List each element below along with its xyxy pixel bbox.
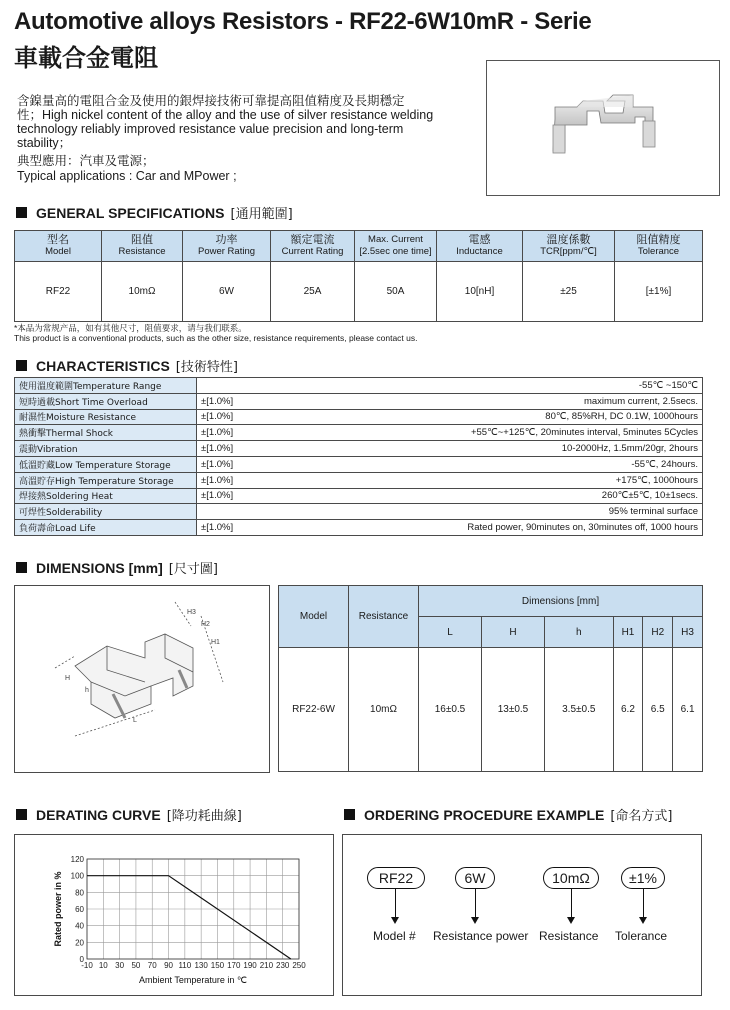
note-en: This product is a conventional products, such as the other size, resistance requirements, please contact us. xyxy=(14,333,418,343)
table-row xyxy=(15,262,703,322)
general-note xyxy=(14,323,418,343)
label-H1: H1 xyxy=(211,639,220,646)
code-power: 6W xyxy=(455,867,495,889)
page-subtitle: 車載合金電阻 xyxy=(14,44,158,72)
characteristic-name: 高溫貯存High Temperature Storage xyxy=(15,472,197,488)
product-photo xyxy=(486,60,720,196)
characteristic-name: 焊接熱Soldering Heat xyxy=(15,488,197,504)
table-row xyxy=(15,520,703,536)
table-row xyxy=(279,648,703,772)
cell-h: 3.5±0.5 xyxy=(545,648,614,772)
cell-H: 13±0.5 xyxy=(482,648,545,772)
table-row xyxy=(15,488,703,504)
column-header: 阻值 Resistance xyxy=(102,231,183,262)
dimensions-table xyxy=(278,585,703,772)
general-spec-heading xyxy=(16,203,293,222)
characteristic-name: 負荷壽命Load Life xyxy=(15,520,197,536)
characteristic-name: 低溫貯藏Low Temperature Storage xyxy=(15,456,197,472)
characteristic-name: 震動Vibration xyxy=(15,441,197,457)
arrow-down-icon xyxy=(639,917,647,924)
x-tick-label: 50 xyxy=(131,961,141,970)
square-bullet-icon xyxy=(16,809,27,820)
characteristic-condition: 10-2000Hz, 1.5mm/20gr, 2hours xyxy=(287,441,703,457)
characteristics-table xyxy=(14,377,703,536)
characteristic-tolerance: ±[1.0%] xyxy=(197,520,287,536)
cell-power: 6W xyxy=(183,262,271,322)
general-spec-table xyxy=(14,230,703,322)
characteristic-tolerance: ±[1.0%] xyxy=(197,472,287,488)
derating-chart xyxy=(15,835,333,995)
resistor-photo-icon xyxy=(487,61,721,197)
square-bullet-icon xyxy=(16,360,27,371)
section-title-zh: [降功耗曲線] xyxy=(166,809,242,824)
intro-line: 性；High nickel content of the alloy and the use of silver resistance welding xyxy=(17,108,434,122)
cell-model: RF22-6W xyxy=(279,648,349,772)
intro-line: technology reliably improved resistance value precision and long-term xyxy=(17,122,404,136)
characteristic-tolerance: ±[1.0%] xyxy=(197,393,287,409)
characteristic-condition: +55℃~+125℃, 20minutes interval, 5minutes 5Cycles xyxy=(287,425,703,441)
page-title: Automotive alloys Resistors - RF22-6W10mR - Serie xyxy=(14,8,592,35)
arrow-line xyxy=(395,889,396,919)
section-title: CHARACTERISTICS xyxy=(36,357,170,374)
table-row xyxy=(15,393,703,409)
x-tick-label: 150 xyxy=(210,961,225,970)
label-power: Resistance power xyxy=(433,929,529,943)
square-bullet-icon xyxy=(344,809,355,820)
x-tick-label: -10 xyxy=(81,961,93,970)
cell-tcr: ±25 xyxy=(523,262,615,322)
column-group-header: Dimensions [mm] xyxy=(419,586,703,617)
characteristic-condition: Rated power, 90minutes on, 30minutes off, 1000 hours xyxy=(287,520,703,536)
column-header: 電感 Inductance xyxy=(437,231,523,262)
code-model: RF22 xyxy=(367,867,425,889)
characteristic-name: 短時過載Short Time Overload xyxy=(15,393,197,409)
characteristic-condition: 80℃, 85%RH, DC 0.1W, 1000hours xyxy=(287,409,703,425)
label-H2: H2 xyxy=(201,621,210,628)
characteristic-condition: maximum current, 2.5secs. xyxy=(287,393,703,409)
section-title-zh: [技術特性] xyxy=(175,360,238,375)
characteristic-tolerance xyxy=(197,504,287,520)
characteristic-condition: +175℃, 1000hours xyxy=(287,472,703,488)
section-title: GENERAL SPECIFICATIONS xyxy=(36,204,225,221)
ordering-heading xyxy=(344,805,673,824)
arrow-down-icon xyxy=(391,917,399,924)
arrow-line xyxy=(571,889,572,919)
applications-en: Typical applications : Car and MPower ; xyxy=(17,169,237,183)
x-tick-label: 190 xyxy=(243,961,257,970)
x-tick-label: 170 xyxy=(227,961,241,970)
square-bullet-icon xyxy=(16,207,27,218)
label-H: H xyxy=(65,675,71,682)
column-header: 型名 Model xyxy=(15,231,102,262)
dimension-drawing-icon xyxy=(15,586,271,774)
table-row xyxy=(15,441,703,457)
intro-text xyxy=(17,94,447,150)
label-model: Model # xyxy=(373,929,416,943)
label-h: h xyxy=(85,687,89,694)
characteristic-condition: -55℃, 24hours. xyxy=(287,456,703,472)
characteristic-tolerance: ±[1.0%] xyxy=(197,425,287,441)
characteristic-condition: -55℃ ~150℃ xyxy=(287,378,703,394)
y-tick-label: 100 xyxy=(70,871,84,881)
column-header: h xyxy=(545,617,614,648)
section-title-zh: [命名方式] xyxy=(610,809,673,824)
cell-current: 25A xyxy=(271,262,355,322)
code-tolerance: ±1% xyxy=(621,867,665,889)
intro-line: 含鎳量高的電阻合金及使用的銀焊接技術可靠提高阻值精度及長期穩定 xyxy=(17,94,405,108)
column-header: 額定電流 Current Rating xyxy=(271,231,355,262)
intro-line: stability； xyxy=(17,136,72,150)
column-header: H3 xyxy=(673,617,703,648)
column-header: H2 xyxy=(643,617,673,648)
column-header: H1 xyxy=(613,617,643,648)
characteristic-tolerance xyxy=(197,378,287,394)
column-header: Resistance xyxy=(349,586,419,648)
characteristic-name: 可焊性Solderability xyxy=(15,504,197,520)
x-tick-label: 30 xyxy=(115,961,125,970)
characteristic-name: 使用溫度範圍Temperature Range xyxy=(15,378,197,394)
square-bullet-icon xyxy=(16,562,27,573)
cell-H1: 6.2 xyxy=(613,648,643,772)
cell-resistance: 10mΩ xyxy=(349,648,419,772)
column-header: Max. Current [2.5sec one time] xyxy=(355,231,437,262)
column-header: Model xyxy=(279,586,349,648)
table-header-row xyxy=(279,586,703,617)
label-tolerance: Tolerance xyxy=(615,929,668,943)
characteristic-tolerance: ±[1.0%] xyxy=(197,409,287,425)
characteristic-condition: 95% terminal surface xyxy=(287,504,703,520)
y-tick-label: 0 xyxy=(79,955,84,964)
table-row xyxy=(15,504,703,520)
characteristic-condition: 260℃±5℃, 10±1secs. xyxy=(287,488,703,504)
applications xyxy=(17,154,237,184)
table-row xyxy=(15,472,703,488)
derating-heading xyxy=(16,805,242,824)
y-tick-label: 20 xyxy=(75,938,84,948)
label-L: L xyxy=(133,717,137,724)
y-tick-label: 80 xyxy=(75,888,84,898)
y-tick-label: 60 xyxy=(75,905,84,914)
cell-inductance: 10[nH] xyxy=(437,262,523,322)
code-resistance: 10mΩ xyxy=(543,867,599,889)
label-H3: H3 xyxy=(187,609,196,616)
characteristic-name: 耐濕性Moisture Resistance xyxy=(15,409,197,425)
arrow-down-icon xyxy=(471,917,479,924)
characteristics-heading xyxy=(16,356,238,375)
characteristic-name: 熱衝擊Thermal Shock xyxy=(15,425,197,441)
cell-H3: 6.1 xyxy=(673,648,703,772)
arrow-line xyxy=(475,889,476,919)
ordering-box xyxy=(342,834,702,996)
section-title-zh: [尺寸圖] xyxy=(168,562,218,577)
x-axis-label: Ambient Temperature in ℃ xyxy=(139,975,247,985)
cell-H2: 6.5 xyxy=(643,648,673,772)
table-row xyxy=(15,409,703,425)
note-zh: *本品为常规产品，如有其他尺寸，阻值要求，请与我们联系。 xyxy=(14,323,247,333)
cell-model: RF22 xyxy=(15,262,102,322)
column-header: 阻值精度 Tolerance xyxy=(615,231,703,262)
x-tick-label: 230 xyxy=(276,961,290,970)
x-tick-label: 210 xyxy=(259,961,274,970)
cell-L: 16±0.5 xyxy=(419,648,482,772)
arrow-down-icon xyxy=(567,917,575,924)
derating-line xyxy=(87,876,291,959)
x-tick-label: 250 xyxy=(292,961,306,970)
table-row xyxy=(15,378,703,394)
column-header: 功率 Power Rating xyxy=(183,231,271,262)
section-title: DERATING CURVE xyxy=(36,806,161,823)
cell-tolerance: [±1%] xyxy=(615,262,703,322)
dimensions-heading xyxy=(16,558,218,577)
section-title: ORDERING PROCEDURE EXAMPLE xyxy=(364,806,605,823)
label-resistance: Resistance xyxy=(539,929,599,943)
x-tick-label: 10 xyxy=(98,961,108,970)
y-axis-label: Rated power in % xyxy=(53,871,63,947)
x-tick-label: 110 xyxy=(178,961,192,970)
y-tick-label: 40 xyxy=(75,921,84,931)
characteristic-tolerance: ±[1.0%] xyxy=(197,488,287,504)
y-tick-label: 120 xyxy=(70,855,84,864)
derating-chart-box xyxy=(14,834,334,996)
x-tick-label: 90 xyxy=(164,961,173,970)
x-tick-label: 70 xyxy=(147,961,157,970)
column-header: L xyxy=(419,617,482,648)
x-tick-label: 130 xyxy=(194,961,208,970)
section-title-zh: [通用範圍] xyxy=(230,207,293,222)
section-title: DIMENSIONS [mm] xyxy=(36,559,163,576)
column-header: 溫度係數 TCR[ppm/℃] xyxy=(523,231,615,262)
dimension-drawing xyxy=(14,585,270,773)
cell-resistance: 10mΩ xyxy=(102,262,183,322)
arrow-line xyxy=(643,889,644,919)
characteristic-tolerance: ±[1.0%] xyxy=(197,441,287,457)
applications-zh: 典型應用：汽車及電源； xyxy=(17,154,155,168)
cell-max-current: 50A xyxy=(355,262,437,322)
table-header-row xyxy=(15,231,703,262)
table-row xyxy=(15,456,703,472)
column-header: H xyxy=(482,617,545,648)
characteristic-tolerance: ±[1.0%] xyxy=(197,456,287,472)
table-row xyxy=(15,425,703,441)
